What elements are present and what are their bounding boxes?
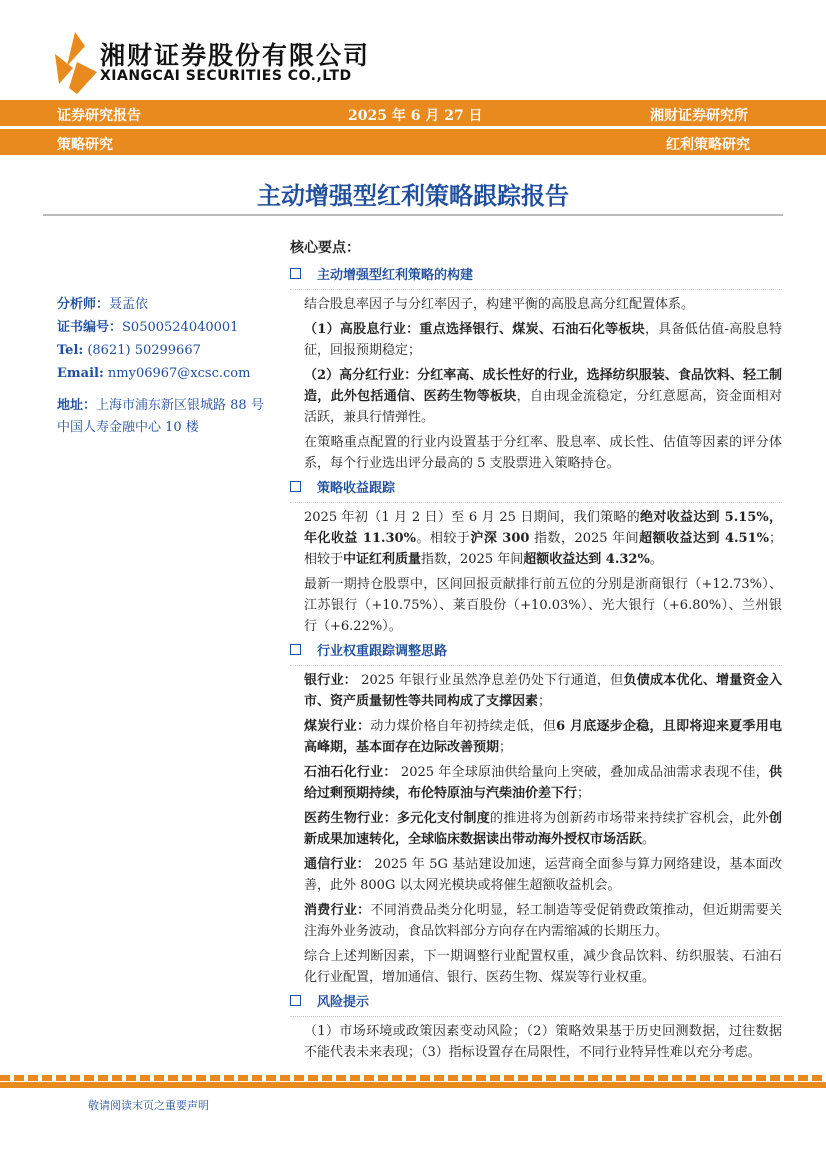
section-heading: 风险提示 (290, 992, 782, 1017)
paragraph: 银行业： 2025 年银行业虽然净息差仍处下行通道，但负债成本优化、增量资金入市、资产质量韧性等共同构成了支撑因素； (304, 673, 782, 709)
company-name-cn: 湘财证券股份有限公司 (100, 41, 371, 70)
institute-name: 湘财证券研究所 (650, 108, 748, 124)
paragraph: （1）市场环境或政策因素变动风险；（2）策略效果基于历史回测数据，过往数据不能代表未来表现；（3）指标设置存在局限性，不同行业特异性难以充分考虑。 (304, 1024, 782, 1060)
report-date: 2025 年 6 月 27 日 (348, 108, 483, 124)
checkbox-square-icon (290, 644, 301, 655)
email-address[interactable]: nmy06967@xcsc.com (107, 366, 251, 381)
address-label: 地址： (57, 398, 97, 413)
address-line-2: 中国人寿金融中心 10 楼 (57, 420, 199, 435)
paragraph: 在策略重点配置的行业内设置基于分红率、股息率、成长性、估值等因素的评分体系，每个行业选出评分最高的 5 支股票进入策略持仓。 (304, 435, 782, 471)
analyst-info (57, 293, 287, 439)
report-subcategory: 红利策略研究 (666, 137, 750, 153)
paragraph: 结合股息率因子与分红率因子，构建平衡的高股息高分红配置体系。 (304, 297, 695, 312)
main-content (290, 264, 782, 1067)
header-band-bottom (0, 129, 826, 155)
checkbox-square-icon (290, 481, 301, 492)
company-logo-icon (55, 32, 97, 94)
analyst-label: 分析师： (57, 297, 110, 312)
footer-disclaimer-note: 敬请阅读末页之重要声明 (88, 1099, 209, 1112)
section-heading: 策略收益跟踪 (290, 478, 782, 503)
section-heading: 行业权重跟踪调整思路 (290, 641, 782, 666)
paragraph: （2）高分红行业：分红率高、成长性好的行业，选择纺织服装、食品饮料、轻工制造，此外包括通信、医药生物等板块，自由现金流稳定，分红意愿高，资金面相对活跃，兼具行情弹性。 (304, 368, 782, 425)
tel-number: (8621) 50299667 (87, 343, 201, 358)
paragraph: 煤炭行业：动力煤价格自年初持续走低，但6 月底逐步企稳，且即将迎来夏季用电高峰期，基本面存在边际改善预期； (304, 719, 782, 755)
paragraph: 消费行业：不同消费品类分化明显，轻工制造等受促销费政策推动，但近期需要关注海外业务波动，食品饮料部分方向存在内需缩减的长期压力。 (304, 903, 782, 939)
paragraph: 综合上述判断因素，下一期调整行业配置权重，减少食品饮料、纺织服装、石油石化行业配置，增加通信、银行、医药生物、煤炭等行业权重。 (304, 949, 782, 985)
paragraph: （1）高股息行业：重点选择银行、煤炭、石油石化等板块，具备低估值-高股息特征，回报预期稳定； (304, 322, 782, 358)
core-points-label: 核心要点： (290, 240, 360, 256)
cert-number: S0500524040001 (122, 320, 239, 335)
checkbox-square-icon (290, 268, 301, 279)
section-heading: 主动增强型红利策略的构建 (290, 265, 782, 290)
paragraph: 通信行业： 2025 年 5G 基站建设加速，运营商全面参与算力网络建设，基本面改善，此外 800G 以太网光模块或将催生超额收益机会。 (304, 857, 782, 893)
paragraph: 最新一期持仓股票中，区间回报贡献排行前五位的分别是浙商银行（+12.73%）、江苏银行（+10.75%）、莱百股份（+10.03%）、光大银行（+6.80%）、兰州银行（+6.22%）。 (304, 577, 782, 634)
footer-band (0, 1082, 826, 1088)
paragraph: 2025 年初（1 月 2 日）至 6 月 25 日期间，我们策略的绝对收益达到 5.15%，年化收益 11.30%。相较于沪深 300 指数，2025 年间超额收益达到 4.51%；相较于中证红利质量指数，2025 年间超额收益达到 4.32%。 (304, 510, 783, 567)
analyst-name: 聂孟依 (109, 297, 149, 312)
footer-stripe (0, 1075, 826, 1081)
checkbox-square-icon (290, 995, 301, 1006)
report-category: 策略研究 (57, 137, 113, 153)
report-type: 证券研究报告 (57, 108, 141, 124)
address-line-1: 上海市浦东新区银城路 88 号 (96, 398, 264, 413)
report-title: 主动增强型红利策略跟踪报告 (257, 182, 569, 210)
cert-label: 证书编号： (57, 320, 123, 335)
header-band-top (0, 100, 826, 126)
title-divider (43, 214, 783, 216)
tel-label: Tel: (57, 343, 84, 358)
paragraph: 医药生物行业：多元化支付制度的推进将为创新药市场带来持续扩容机会，此外创新成果加速转化，全球临床数据读出带动海外授权市场活跃。 (304, 811, 782, 847)
company-name-en: XIANGCAI SECURITIES CO.,LTD (100, 68, 352, 84)
paragraph: 石油石化行业： 2025 年全球原油供给量向上突破，叠加成品油需求表现不佳，供给过剩预期持续，布伦特原油与汽柴油价差下行； (304, 765, 782, 801)
email-label: Email: (57, 366, 104, 381)
